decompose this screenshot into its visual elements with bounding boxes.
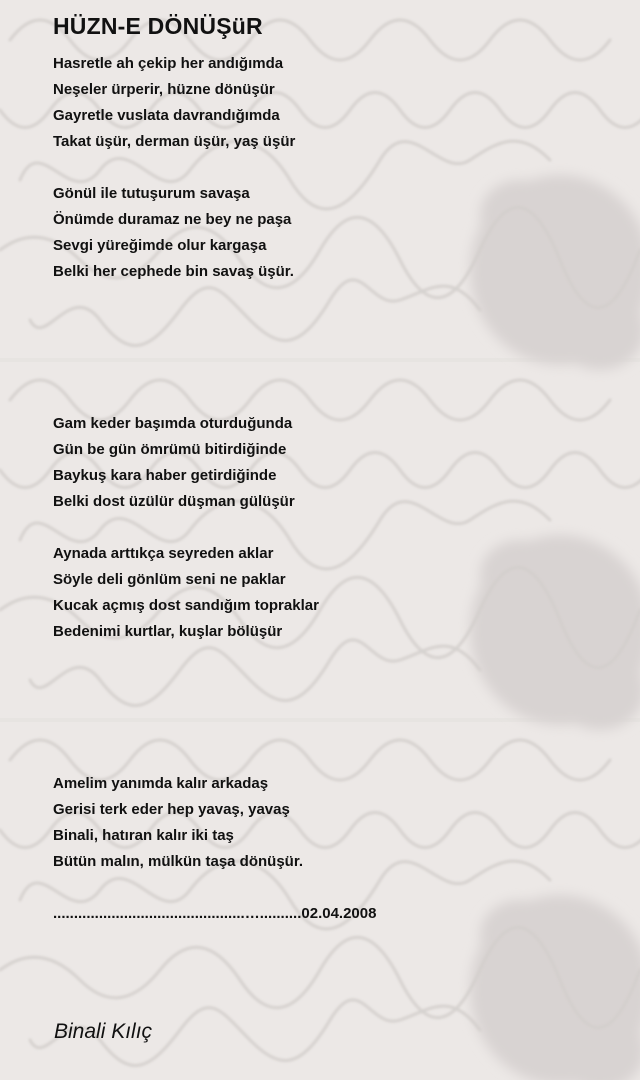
poem-line: Hasretle ah çekip her andığımda <box>53 55 284 72</box>
poem-line: Binali, hatıran kalır iki taş <box>53 827 234 844</box>
poem-line: Gam keder başımda oturduğunda <box>53 415 293 432</box>
poem-author: Binali Kılıç <box>54 1020 153 1043</box>
poem-line: Baykuş kara haber getirdiğinde <box>53 467 277 484</box>
poem-line: Gayretle vuslata davrandığımda <box>53 107 280 124</box>
poem-line: Bedenimi kurtlar, kuşlar bölüşür <box>53 623 283 640</box>
stanza-2 <box>53 181 294 285</box>
poem-line: Gerisi terk eder hep yavaş, yavaş <box>53 801 290 818</box>
poem-title: HÜZN-E DÖNÜŞüR <box>53 13 263 39</box>
poem-line: Takat üşür, derman üşür, yaş üşür <box>53 133 296 150</box>
poem-line: Belki dost üzülür düşman gülüşür <box>53 493 295 510</box>
stanza-3 <box>53 411 295 515</box>
stanza-5 <box>53 771 303 875</box>
poem-line: Belki her cephede bin savaş üşür. <box>53 263 294 280</box>
stanza-4 <box>53 541 319 645</box>
poem-line: Amelim yanımda kalır arkadaş <box>53 775 269 792</box>
poem-line: Neşeler ürperir, hüzne dönüşür <box>53 81 275 98</box>
poem-line: Bütün malın, mülkün taşa dönüşür. <box>53 853 304 870</box>
poem-line: Sevgi yüreğimde olur kargaşa <box>53 237 267 254</box>
poem-line: Kucak açmış dost sandığım topraklar <box>53 597 319 614</box>
poem-line: Gönül ile tutuşurum savaşa <box>53 185 250 202</box>
poem-line: Söyle deli gönlüm seni ne paklar <box>53 571 286 588</box>
poem-date: ..............................................…..........02.04.2008 <box>53 905 377 922</box>
stanza-1 <box>53 51 295 155</box>
poem-line: Önümde duramaz ne bey ne paşa <box>53 211 292 228</box>
poem-line: Aynada arttıkça seyreden aklar <box>53 545 274 562</box>
poem-line: Gün be gün ömrümü bitirdiğinde <box>53 441 287 458</box>
